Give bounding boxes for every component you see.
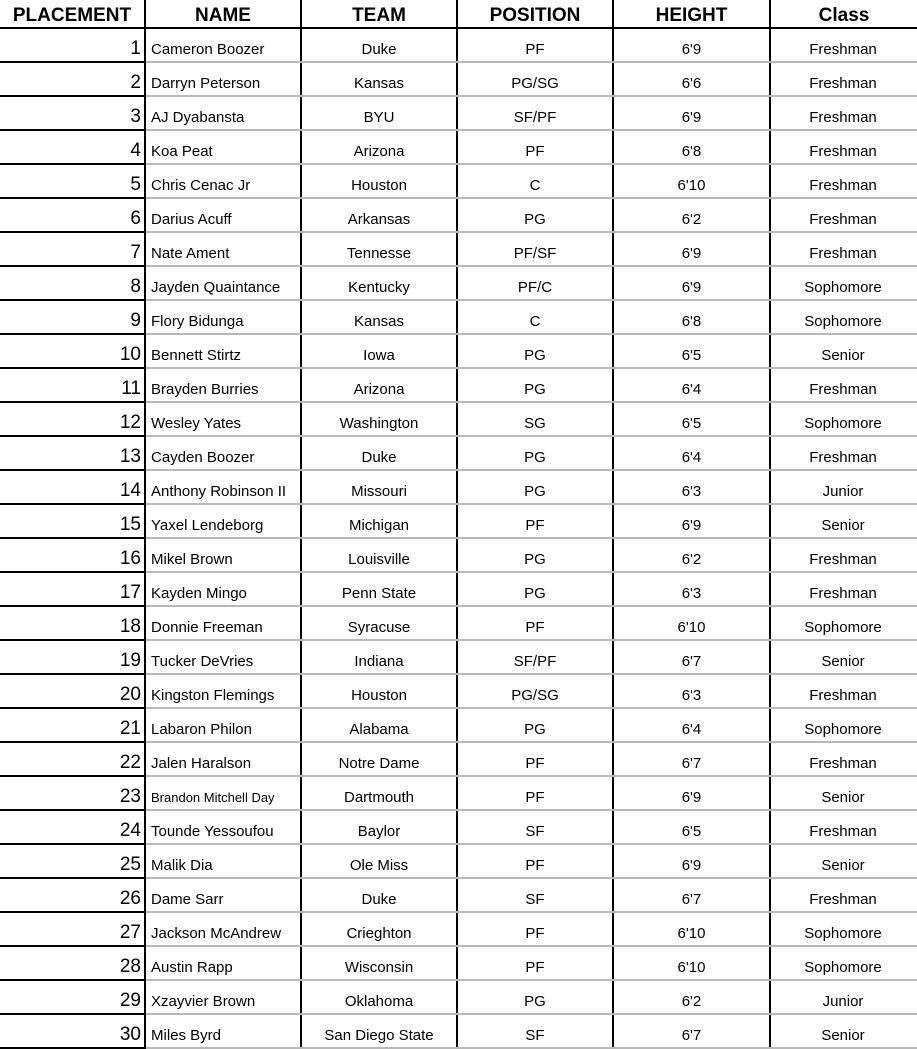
class-cell[interactable]: Freshman	[770, 742, 917, 776]
placement-cell[interactable]: 3	[0, 96, 145, 130]
table-row	[0, 776, 917, 810]
height-cell[interactable]: 6'2	[613, 198, 770, 232]
class-cell[interactable]: Sophomore	[770, 300, 917, 334]
header-height[interactable]: HEIGHT	[613, 0, 770, 28]
placement-cell[interactable]: 30	[0, 1014, 145, 1048]
class-cell[interactable]: Senior	[770, 334, 917, 368]
position-cell[interactable]: C	[457, 300, 613, 334]
placement-cell[interactable]: 27	[0, 912, 145, 946]
height-cell[interactable]: 6'10	[613, 912, 770, 946]
team-cell[interactable]: San Diego State	[301, 1014, 457, 1048]
name-cell[interactable]: Cayden Boozer	[145, 436, 301, 470]
position-cell[interactable]: PG	[457, 708, 613, 742]
table-row	[0, 470, 917, 504]
team-cell[interactable]: Arizona	[301, 368, 457, 402]
height-cell[interactable]: 6'7	[613, 640, 770, 674]
class-cell[interactable]: Senior	[770, 844, 917, 878]
class-cell[interactable]: Freshman	[770, 62, 917, 96]
class-cell[interactable]: Senior	[770, 776, 917, 810]
name-cell[interactable]: Koa Peat	[145, 130, 301, 164]
class-cell[interactable]: Sophomore	[770, 708, 917, 742]
placement-cell[interactable]: 19	[0, 640, 145, 674]
table-row	[0, 1014, 917, 1048]
class-cell[interactable]: Junior	[770, 980, 917, 1014]
placement-cell[interactable]: 20	[0, 674, 145, 708]
position-cell[interactable]: PF	[457, 742, 613, 776]
position-cell[interactable]: PG/SG	[457, 62, 613, 96]
team-cell[interactable]: Washington	[301, 402, 457, 436]
height-cell[interactable]: 6'5	[613, 402, 770, 436]
position-cell[interactable]: SF/PF	[457, 640, 613, 674]
placement-cell[interactable]: 11	[0, 368, 145, 402]
team-cell[interactable]: Crieghton	[301, 912, 457, 946]
height-cell[interactable]: 6'6	[613, 62, 770, 96]
placement-cell[interactable]: 28	[0, 946, 145, 980]
height-cell[interactable]: 6'7	[613, 878, 770, 912]
class-cell[interactable]: Sophomore	[770, 266, 917, 300]
name-cell[interactable]: Xzayvier Brown	[145, 980, 301, 1014]
table-row	[0, 300, 917, 334]
placement-cell[interactable]: 13	[0, 436, 145, 470]
height-cell[interactable]: 6'3	[613, 572, 770, 606]
name-cell[interactable]: Kayden Mingo	[145, 572, 301, 606]
placement-cell[interactable]: 10	[0, 334, 145, 368]
header-name[interactable]: NAME	[145, 0, 301, 28]
name-cell[interactable]: Jackson McAndrew	[145, 912, 301, 946]
height-cell[interactable]: 6'7	[613, 742, 770, 776]
class-cell[interactable]: Sophomore	[770, 606, 917, 640]
class-cell[interactable]: Freshman	[770, 810, 917, 844]
position-cell[interactable]: PF	[457, 606, 613, 640]
team-cell[interactable]: Arkansas	[301, 198, 457, 232]
name-cell[interactable]: Bennett Stirtz	[145, 334, 301, 368]
table-row	[0, 674, 917, 708]
height-cell[interactable]: 6'8	[613, 130, 770, 164]
position-cell[interactable]: PF	[457, 130, 613, 164]
class-cell[interactable]: Freshman	[770, 130, 917, 164]
placement-cell[interactable]: 14	[0, 470, 145, 504]
class-cell[interactable]: Freshman	[770, 538, 917, 572]
table-header	[0, 0, 917, 28]
table-row	[0, 164, 917, 198]
team-cell[interactable]: Louisville	[301, 538, 457, 572]
position-cell[interactable]: PF	[457, 28, 613, 62]
team-cell[interactable]: Kansas	[301, 300, 457, 334]
class-cell[interactable]: Sophomore	[770, 912, 917, 946]
placement-cell[interactable]: 23	[0, 776, 145, 810]
team-cell[interactable]: Penn State	[301, 572, 457, 606]
position-cell[interactable]: PG	[457, 334, 613, 368]
table-row	[0, 878, 917, 912]
position-cell[interactable]: SF	[457, 878, 613, 912]
position-cell[interactable]: PG	[457, 980, 613, 1014]
table-row	[0, 130, 917, 164]
name-cell[interactable]: Tucker DeVries	[145, 640, 301, 674]
table-row	[0, 572, 917, 606]
name-cell[interactable]: Dame Sarr	[145, 878, 301, 912]
height-cell[interactable]: 6'7	[613, 1014, 770, 1048]
name-cell[interactable]: Cameron Boozer	[145, 28, 301, 62]
table-row	[0, 28, 917, 62]
team-cell[interactable]: Oklahoma	[301, 980, 457, 1014]
position-cell[interactable]: PG	[457, 198, 613, 232]
height-cell[interactable]: 6'9	[613, 232, 770, 266]
class-cell[interactable]: Junior	[770, 470, 917, 504]
team-cell[interactable]: Arizona	[301, 130, 457, 164]
placement-cell[interactable]: 24	[0, 810, 145, 844]
name-cell[interactable]: Donnie Freeman	[145, 606, 301, 640]
height-cell[interactable]: 6'10	[613, 606, 770, 640]
position-cell[interactable]: SF	[457, 1014, 613, 1048]
name-cell[interactable]: Miles Byrd	[145, 1014, 301, 1048]
position-cell[interactable]: PF	[457, 912, 613, 946]
name-cell[interactable]: Mikel Brown	[145, 538, 301, 572]
table-row	[0, 334, 917, 368]
name-cell[interactable]: Nate Ament	[145, 232, 301, 266]
header-team[interactable]: TEAM	[301, 0, 457, 28]
placement-cell[interactable]: 22	[0, 742, 145, 776]
team-cell[interactable]: Dartmouth	[301, 776, 457, 810]
placement-cell[interactable]: 12	[0, 402, 145, 436]
height-cell[interactable]: 6'9	[613, 96, 770, 130]
team-cell[interactable]: Michigan	[301, 504, 457, 538]
table-row	[0, 946, 917, 980]
header-row	[0, 0, 917, 28]
placement-cell[interactable]: 17	[0, 572, 145, 606]
height-cell[interactable]: 6'4	[613, 368, 770, 402]
team-cell[interactable]: Syracuse	[301, 606, 457, 640]
class-cell[interactable]: Freshman	[770, 232, 917, 266]
header-class[interactable]: Class	[770, 0, 917, 28]
height-cell[interactable]: 6'9	[613, 776, 770, 810]
class-cell[interactable]: Freshman	[770, 572, 917, 606]
placement-cell[interactable]: 6	[0, 198, 145, 232]
name-cell[interactable]: Wesley Yates	[145, 402, 301, 436]
team-cell[interactable]: Iowa	[301, 334, 457, 368]
table-row	[0, 742, 917, 776]
team-cell[interactable]: Houston	[301, 164, 457, 198]
team-cell[interactable]: Missouri	[301, 470, 457, 504]
position-cell[interactable]: PG	[457, 436, 613, 470]
table-row	[0, 266, 917, 300]
name-cell[interactable]: AJ Dyabansta	[145, 96, 301, 130]
name-cell[interactable]: Darryn Peterson	[145, 62, 301, 96]
placement-cell[interactable]: 1	[0, 28, 145, 62]
class-cell[interactable]: Freshman	[770, 436, 917, 470]
placement-cell[interactable]: 7	[0, 232, 145, 266]
class-cell[interactable]: Senior	[770, 1014, 917, 1048]
placement-cell[interactable]: 21	[0, 708, 145, 742]
table-body	[0, 28, 917, 1048]
height-cell[interactable]: 6'9	[613, 266, 770, 300]
height-cell[interactable]: 6'10	[613, 164, 770, 198]
name-cell[interactable]: Chris Cenac Jr	[145, 164, 301, 198]
table-row	[0, 436, 917, 470]
table-row	[0, 810, 917, 844]
position-cell[interactable]: SF/PF	[457, 96, 613, 130]
team-cell[interactable]: Ole Miss	[301, 844, 457, 878]
placement-cell[interactable]: 18	[0, 606, 145, 640]
position-cell[interactable]: PF/C	[457, 266, 613, 300]
position-cell[interactable]: PG	[457, 470, 613, 504]
position-cell[interactable]: PG/SG	[457, 674, 613, 708]
position-cell[interactable]: PG	[457, 368, 613, 402]
name-cell[interactable]: Kingston Flemings	[145, 674, 301, 708]
height-cell[interactable]: 6'4	[613, 436, 770, 470]
name-cell[interactable]: Jalen Haralson	[145, 742, 301, 776]
class-cell[interactable]: Freshman	[770, 878, 917, 912]
height-cell[interactable]: 6'9	[613, 28, 770, 62]
placement-cell[interactable]: 9	[0, 300, 145, 334]
team-cell[interactable]: Houston	[301, 674, 457, 708]
name-cell[interactable]: Malik Dia	[145, 844, 301, 878]
position-cell[interactable]: PF	[457, 844, 613, 878]
team-cell[interactable]: Duke	[301, 28, 457, 62]
position-cell[interactable]: PG	[457, 538, 613, 572]
name-cell[interactable]: Flory Bidunga	[145, 300, 301, 334]
placement-cell[interactable]: 5	[0, 164, 145, 198]
table-row	[0, 980, 917, 1014]
team-cell[interactable]: Duke	[301, 436, 457, 470]
placement-cell[interactable]: 16	[0, 538, 145, 572]
placement-cell[interactable]: 2	[0, 62, 145, 96]
placement-cell[interactable]: 29	[0, 980, 145, 1014]
table-row	[0, 844, 917, 878]
position-cell[interactable]: SG	[457, 402, 613, 436]
placement-cell[interactable]: 25	[0, 844, 145, 878]
team-cell[interactable]: Kentucky	[301, 266, 457, 300]
name-cell[interactable]: Anthony Robinson II	[145, 470, 301, 504]
name-cell[interactable]: Labaron Philon	[145, 708, 301, 742]
table-row	[0, 640, 917, 674]
class-cell[interactable]: Freshman	[770, 164, 917, 198]
class-cell[interactable]: Freshman	[770, 368, 917, 402]
position-cell[interactable]: PF	[457, 776, 613, 810]
header-position[interactable]: POSITION	[457, 0, 613, 28]
position-cell[interactable]: SF	[457, 810, 613, 844]
name-cell[interactable]: Brandon Mitchell Day	[145, 776, 301, 810]
height-cell[interactable]: 6'9	[613, 844, 770, 878]
class-cell[interactable]: Freshman	[770, 28, 917, 62]
table-row	[0, 538, 917, 572]
position-cell[interactable]: C	[457, 164, 613, 198]
table-row	[0, 708, 917, 742]
height-cell[interactable]: 6'8	[613, 300, 770, 334]
class-cell[interactable]: Senior	[770, 640, 917, 674]
height-cell[interactable]: 6'3	[613, 674, 770, 708]
team-cell[interactable]: BYU	[301, 96, 457, 130]
class-cell[interactable]: Sophomore	[770, 946, 917, 980]
class-cell[interactable]: Senior	[770, 504, 917, 538]
height-cell[interactable]: 6'4	[613, 708, 770, 742]
placement-cell[interactable]: 26	[0, 878, 145, 912]
class-cell[interactable]: Freshman	[770, 198, 917, 232]
table-row	[0, 912, 917, 946]
position-cell[interactable]: PF	[457, 946, 613, 980]
position-cell[interactable]: PG	[457, 572, 613, 606]
height-cell[interactable]: 6'5	[613, 810, 770, 844]
team-cell[interactable]: Indiana	[301, 640, 457, 674]
class-cell[interactable]: Freshman	[770, 96, 917, 130]
height-cell[interactable]: 6'10	[613, 946, 770, 980]
table-row	[0, 606, 917, 640]
class-cell[interactable]: Sophomore	[770, 402, 917, 436]
placement-cell[interactable]: 15	[0, 504, 145, 538]
placement-cell[interactable]: 4	[0, 130, 145, 164]
table-row	[0, 368, 917, 402]
table-row	[0, 62, 917, 96]
position-cell[interactable]: PF	[457, 504, 613, 538]
class-cell[interactable]: Freshman	[770, 674, 917, 708]
team-cell[interactable]: Tennesse	[301, 232, 457, 266]
table-row	[0, 96, 917, 130]
height-cell[interactable]: 6'2	[613, 538, 770, 572]
team-cell[interactable]: Kansas	[301, 62, 457, 96]
height-cell[interactable]: 6'5	[613, 334, 770, 368]
team-cell[interactable]: Duke	[301, 878, 457, 912]
height-cell[interactable]: 6'3	[613, 470, 770, 504]
team-cell[interactable]: Wisconsin	[301, 946, 457, 980]
team-cell[interactable]: Baylor	[301, 810, 457, 844]
table-row	[0, 232, 917, 266]
name-cell[interactable]: Darius Acuff	[145, 198, 301, 232]
table-row	[0, 504, 917, 538]
name-cell[interactable]: Yaxel Lendeborg	[145, 504, 301, 538]
placement-cell[interactable]: 8	[0, 266, 145, 300]
table-row	[0, 402, 917, 436]
name-cell[interactable]: Austin Rapp	[145, 946, 301, 980]
name-cell[interactable]: Tounde Yessoufou	[145, 810, 301, 844]
name-cell[interactable]: Brayden Burries	[145, 368, 301, 402]
table-row	[0, 198, 917, 232]
team-cell[interactable]: Notre Dame	[301, 742, 457, 776]
team-cell[interactable]: Alabama	[301, 708, 457, 742]
height-cell[interactable]: 6'2	[613, 980, 770, 1014]
height-cell[interactable]: 6'9	[613, 504, 770, 538]
header-placement[interactable]: PLACEMENT	[0, 0, 145, 28]
position-cell[interactable]: PF/SF	[457, 232, 613, 266]
name-cell[interactable]: Jayden Quaintance	[145, 266, 301, 300]
